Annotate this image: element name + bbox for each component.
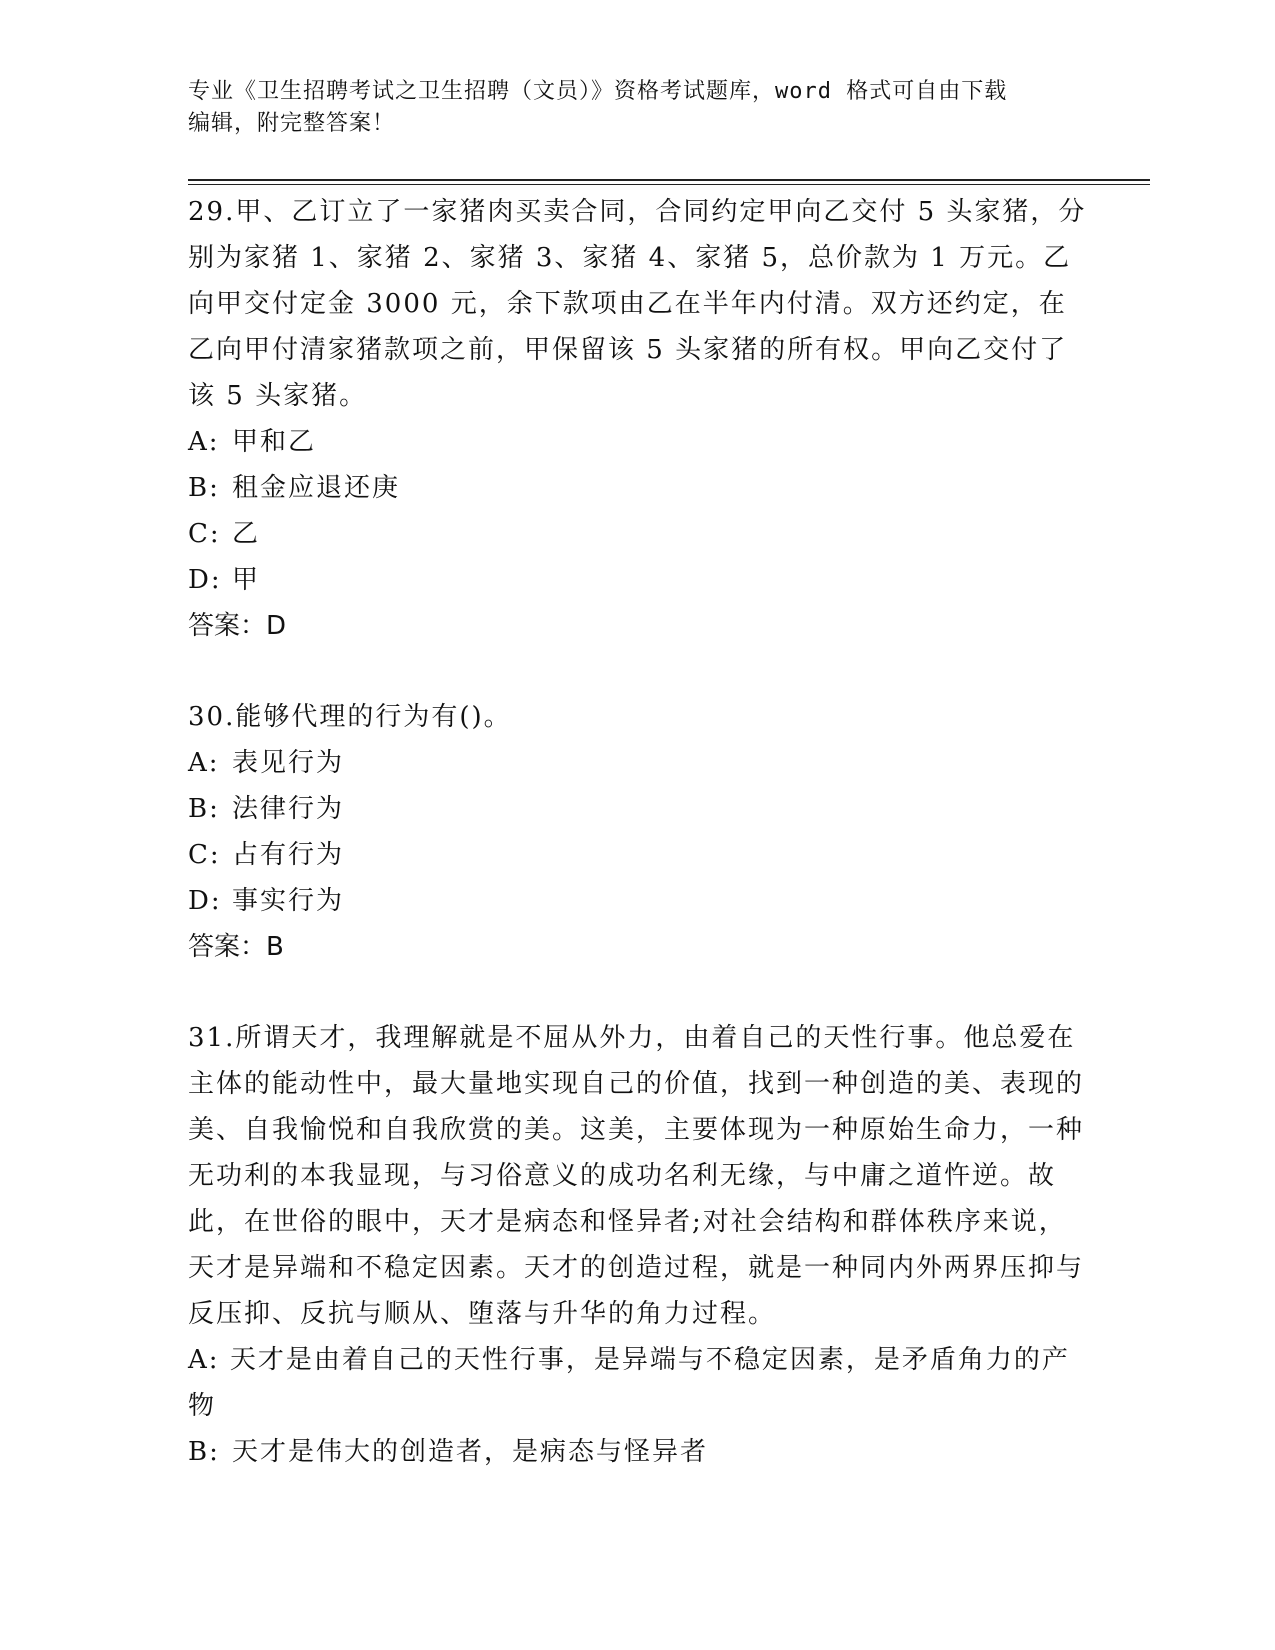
option-d (188, 557, 1088, 603)
option-text: 法律行为 (232, 794, 345, 824)
question-list (188, 189, 1088, 1520)
option-key: B: (188, 1437, 220, 1467)
option-text: 乙 (232, 519, 261, 549)
answer-label: 答案：D (188, 611, 287, 641)
option-key: A: (188, 427, 220, 457)
question-30 (188, 694, 1088, 970)
option-key: B: (188, 794, 220, 824)
option-key: A: (188, 1345, 220, 1375)
option-text: 天才是由着自己的天性行事，是异端与不稳定因素，是矛盾角力的产物 (188, 1345, 1070, 1421)
option-a (188, 419, 1088, 465)
option-key: D: (188, 565, 222, 595)
question-29 (188, 189, 1088, 649)
option-text: 租金应退还庚 (232, 473, 401, 503)
question-31 (188, 1015, 1088, 1475)
option-key: D: (188, 886, 222, 916)
document-header (188, 76, 1088, 140)
option-key: C: (188, 519, 221, 549)
header-divider-thick (188, 179, 1150, 181)
question-stem: 31.所谓天才，我理解就是不屈从外力，由着自己的天性行事。他总爱在主体的能动性中，最大量地实现自己的价值，找到一种创造的美、表现的美、自我愉悦和自我欣赏的美。这美，主要体现为一种原始生命力，一种无功利的本我显现，与习俗意义的成功名利无缘，与中庸之道忤逆。故此，在世俗的眼中，天才是病态和怪异者;对社会结构和群体秩序来说，天才是异端和不稳定因素。天才的创造过程，就是一种同内外两界压抑与反压抑、反抗与顺从、堕落与升华的角力过程。 (188, 1023, 1085, 1329)
option-key: B: (188, 473, 220, 503)
option-text: 事实行为 (232, 886, 345, 916)
header-line-1: 专业《卫生招聘考试之卫生招聘（文员）》资格考试题库，word 格式可自由下载 (188, 79, 1008, 104)
header-divider-thin (188, 184, 1150, 185)
option-key: C: (188, 840, 221, 870)
option-text: 天才是伟大的创造者，是病态与怪异者 (232, 1437, 709, 1467)
option-b (188, 465, 1088, 511)
option-a (188, 740, 1088, 786)
question-stem: 29.甲、乙订立了一家猪肉买卖合同，合同约定甲向乙交付 5 头家猪，分别为家猪 1、家猪 2、家猪 3、家猪 4、家猪 5，总价款为 1 万元。乙向甲交付定金 3000 元，余下款项由乙在半年内付清。双方还约定，在乙向甲付清家猪款项之前，甲保留该 5 头家猪的所有权。甲向乙交付了该 5 头家猪。 (188, 197, 1087, 411)
option-text: 甲 (232, 565, 261, 595)
option-c (188, 511, 1088, 557)
option-key: A: (188, 748, 220, 778)
option-b (188, 1429, 1088, 1475)
header-line-2: 编辑，附完整答案！ (188, 111, 396, 136)
answer-label: 答案：B (188, 932, 284, 962)
option-b (188, 786, 1088, 832)
option-text: 甲和乙 (232, 427, 317, 457)
question-stem: 30.能够代理的行为有()。 (188, 702, 512, 732)
option-a (188, 1337, 1088, 1429)
option-d (188, 878, 1088, 924)
option-text: 占有行为 (232, 840, 345, 870)
option-c (188, 832, 1088, 878)
option-text: 表见行为 (232, 748, 345, 778)
